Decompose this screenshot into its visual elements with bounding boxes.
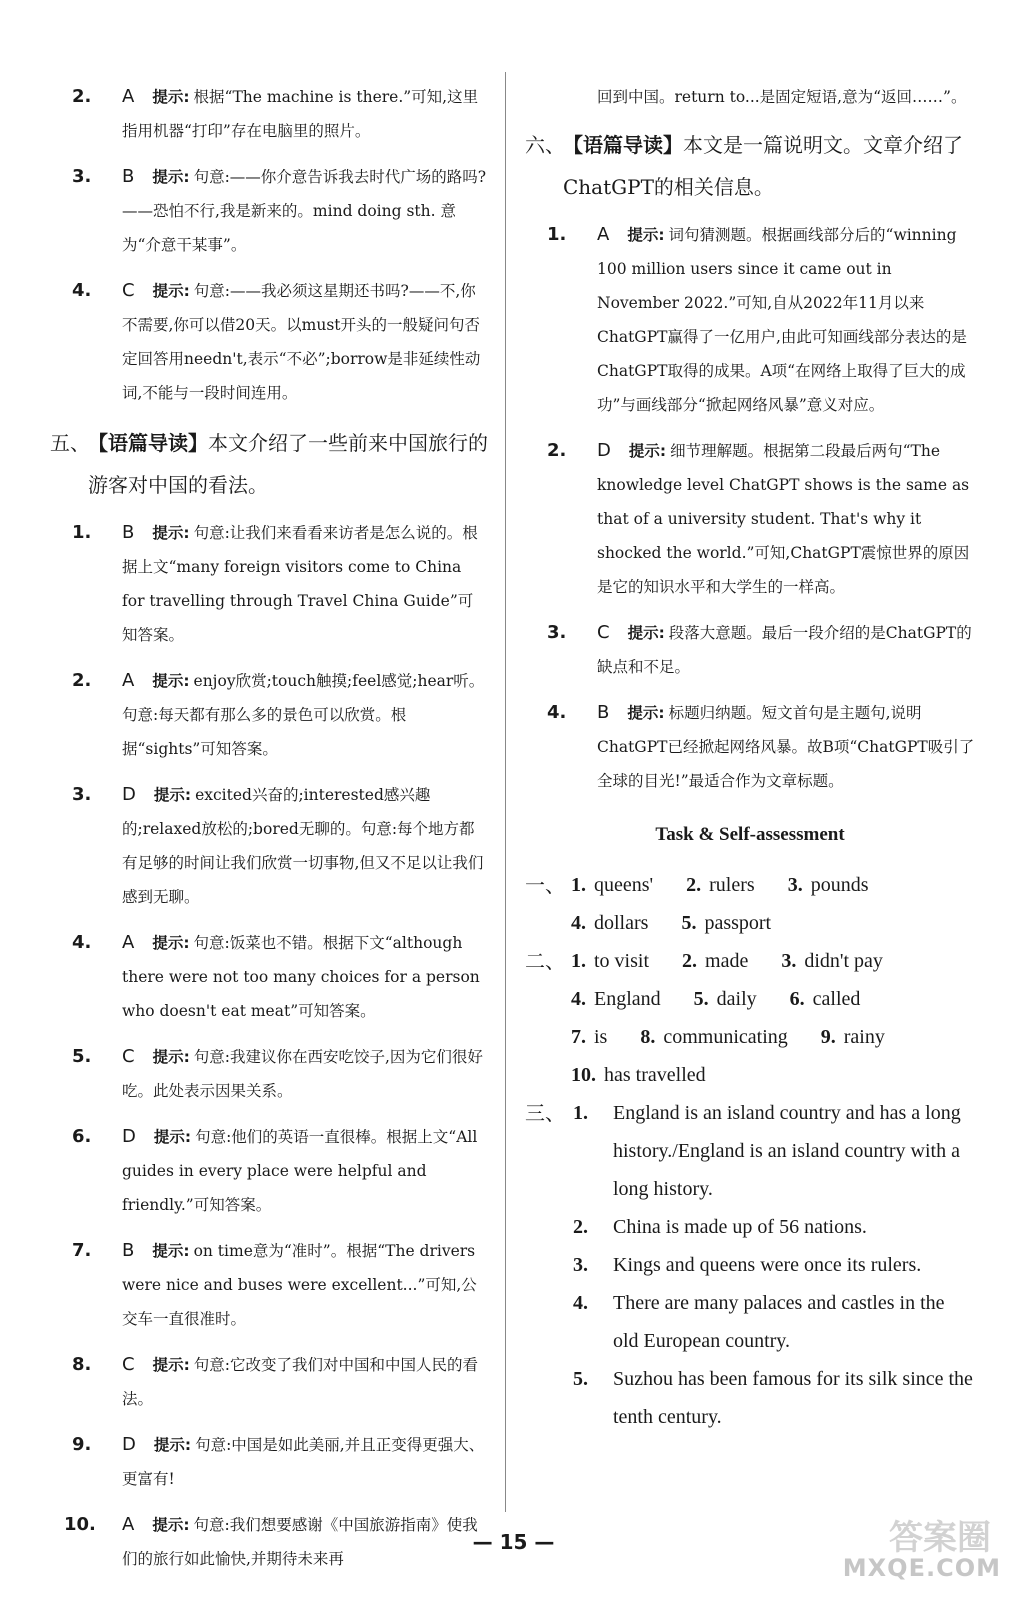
blank-answer: England (594, 988, 661, 1010)
hint-label: 提示: (627, 624, 665, 642)
blank-answer: daily (716, 988, 757, 1010)
items-five (50, 516, 488, 1576)
item-answer: C (122, 1046, 135, 1067)
task-title: Task & Self-assessment (655, 824, 845, 845)
answer-row (525, 980, 975, 1018)
sentence-text: China is made up of 56 nations. (613, 1216, 867, 1238)
hint-label: 提示: (627, 704, 665, 722)
part-number: 一、 (525, 873, 565, 897)
answer-item (50, 274, 488, 410)
blank-number: 7. (571, 1026, 586, 1048)
item-number: 3. (547, 622, 567, 643)
hint-label: 提示: (152, 1048, 190, 1066)
hint-text: 句意:——你介意告诉我去时代广场的路吗?——恐怕不行,我是新来的。mind doing sth. 意为“介意干某事”。 (122, 168, 487, 254)
answer-item (50, 778, 488, 914)
item-answer: A (122, 670, 135, 691)
blank-number: 10. (571, 1064, 596, 1086)
section-number: 六、 (525, 133, 565, 157)
hint-label: 提示: (152, 1356, 190, 1374)
items-top (50, 80, 488, 410)
blank-number: 2. (686, 874, 702, 896)
section-tag: 【语篇导读】 (88, 431, 208, 455)
answer-row (525, 1018, 975, 1056)
answer-row (525, 1056, 975, 1094)
sentence-answer (525, 1360, 975, 1436)
sentence-answer (525, 1094, 975, 1208)
part-number: 三、 (525, 1101, 565, 1125)
item-answer: C (597, 622, 610, 643)
sentence-answer (525, 1284, 975, 1360)
hint-text: 句意:他们的英语一直很棒。根据上文“All guides in every place were helpful and friendly.”可知答案。 (122, 1128, 478, 1214)
hint-text: 句意:——我必须这星期还书吗?——不,你不需要,你可以借20天。以must开头的一般疑问句否定回答用needn't,表示“不必”;borrow是非延续性动词,不能与一段时间连用。 (122, 282, 481, 402)
item-answer: B (122, 166, 135, 187)
hint-text: 句意:中国是如此美丽,并且正变得更强大、更富有! (122, 1436, 485, 1488)
blank-number: 6. (789, 988, 805, 1010)
item-number: 4. (72, 280, 92, 301)
blank-number: 9. (820, 1026, 836, 1048)
column-divider (505, 72, 506, 1512)
sentence-text: Suzhou has been famous for its silk since the tenth century. (613, 1368, 973, 1428)
sentence-answer (525, 1208, 975, 1246)
answer-item (50, 1120, 488, 1222)
item-answer: C (122, 280, 135, 301)
hint-label: 提示: (152, 282, 190, 300)
blank-answer: rulers (709, 874, 755, 896)
item-answer: A (122, 86, 135, 107)
hint-text: 细节理解题。根据第二段最后两句“The knowledge level ChatGPT shows is the same as that of a university student. That's why it shocked the world.”可知,ChatGPT震惊世界的原因是它的知识水平和大学生的一样高。 (597, 442, 970, 596)
blank-number: 3. (787, 874, 803, 896)
answer-item (50, 80, 488, 148)
item-answer: A (597, 224, 610, 245)
answer-item (50, 1428, 488, 1496)
sentence-text: There are many palaces and castles in the old European country. (613, 1292, 945, 1352)
item-answer: B (122, 1240, 135, 1261)
item-number: 3. (72, 166, 92, 187)
hint-label: 提示: (153, 1128, 192, 1146)
item-answer: A (122, 932, 135, 953)
section-six-heading (525, 124, 975, 208)
blank-answer: to visit (594, 950, 650, 972)
item-number: 2. (72, 670, 92, 691)
hint-text: 根据“The machine is there.”可知,这里指用机器“打印”存在电脑里的照片。 (122, 88, 479, 140)
hint-text: excited兴奋的;interested感兴趣的;relaxed放松的;bored无聊的。句意:每个地方都有足够的时间让我们欣赏一切事物,但又不足以让我们感到无聊。 (122, 786, 484, 906)
continued-text: 回到中国。return to...是固定短语,意为“返回……”。 (597, 88, 967, 106)
blank-answer: pounds (810, 874, 869, 896)
hint-label: 提示: (152, 1516, 190, 1534)
hint-label: 提示: (152, 934, 190, 952)
section-intro: 本文是一篇说明文。文章介绍了ChatGPT的相关信息。 (563, 133, 963, 199)
blank-answer: made (705, 950, 749, 972)
item-answer: B (122, 522, 135, 543)
blank-number: 2. (682, 950, 698, 972)
answer-item (50, 1348, 488, 1416)
answer-item (50, 1234, 488, 1336)
blank-answer: communicating (663, 1026, 788, 1048)
answer-item (50, 664, 488, 766)
hint-text: 句意:我们想要感谢《中国旅游指南》使我们的旅行如此愉快,并期待未来再 (122, 1516, 478, 1568)
sentence-answer (525, 1246, 975, 1284)
section-five-heading (50, 422, 488, 506)
hint-text: 段落大意题。最后一段介绍的是ChatGPT的缺点和不足。 (597, 624, 972, 676)
blank-number: 1. (571, 950, 586, 972)
answer-item (50, 926, 488, 1028)
hint-label: 提示: (152, 88, 190, 106)
item-number: 8. (72, 1354, 92, 1375)
answer-item (525, 218, 975, 422)
part-two (525, 942, 975, 1094)
hint-label: 提示: (627, 226, 665, 244)
item-answer: D (597, 440, 611, 461)
answer-row (525, 866, 975, 904)
section-tag: 【语篇导读】 (563, 133, 683, 157)
blank-answer: has travelled (604, 1064, 706, 1086)
item-answer: D (122, 1126, 136, 1147)
blank-number: 4. (571, 912, 586, 934)
item-number: 2. (72, 86, 92, 107)
hint-label: 提示: (152, 524, 190, 542)
section-number: 五、 (50, 431, 90, 455)
blank-answer: passport (704, 912, 772, 934)
part-one (525, 866, 975, 942)
item-answer: C (122, 1354, 135, 1375)
hint-text: enjoy欣赏;touch触摸;feel感觉;hear听。句意:每天都有那么多的景色可以欣赏。根据“sights”可知答案。 (122, 672, 485, 758)
item-number: 5. (72, 1046, 92, 1067)
watermark-logo (842, 1508, 1005, 1588)
item-number: 7. (72, 1240, 92, 1261)
item-number: 4. (547, 702, 567, 723)
hint-text: on time意为“准时”。根据“The drivers were nice and buses were excellent...”可知,公交车一直很准时。 (122, 1242, 477, 1328)
part-number: 二、 (525, 949, 565, 973)
page-number: — 15 — (472, 1530, 555, 1554)
sentence-number: 1. (573, 1102, 588, 1124)
blank-number: 5. (693, 988, 709, 1010)
item-number: 1. (72, 522, 92, 543)
hint-text: 标题归纳题。短文首句是主题句,说明ChatGPT已经掀起网络风暴。故B项“ChatGPT吸引了全球的目光!”最适合作为文章标题。 (597, 704, 975, 790)
hint-label: 提示: (152, 672, 190, 690)
blank-number: 1. (571, 874, 586, 896)
watermark-cn: 答案圈 (889, 1518, 991, 1558)
item-answer: A (122, 1514, 135, 1535)
answer-row (525, 904, 975, 942)
blank-answer: rainy (843, 1026, 885, 1048)
answer-item (525, 616, 975, 684)
sentence-number: 5. (573, 1368, 588, 1390)
hint-label: 提示: (152, 1242, 190, 1260)
answer-row (525, 942, 975, 980)
hint-text: 句意:饭菜也不错。根据下文“although there were not too many choices for a person who doesn't eat meat”可知答案。 (122, 934, 480, 1020)
hint-label: 提示: (152, 168, 190, 186)
answer-item (50, 160, 488, 262)
blank-number: 8. (640, 1026, 656, 1048)
part-three (525, 1094, 975, 1436)
blank-answer: is (594, 1026, 608, 1048)
blank-answer: queens' (594, 874, 654, 896)
blank-number: 3. (781, 950, 797, 972)
answer-item (50, 1040, 488, 1108)
sentence-number: 2. (573, 1216, 588, 1238)
blank-number: 5. (681, 912, 697, 934)
item-answer: B (597, 702, 610, 723)
blank-answer: dollars (594, 912, 649, 934)
sentence-text: Kings and queens were once its rulers. (613, 1254, 922, 1276)
hint-label: 提示: (628, 442, 667, 460)
item-number: 6. (72, 1126, 92, 1147)
watermark-url: MXQE.COM (842, 1554, 1001, 1582)
item-answer: D (122, 784, 136, 805)
answer-item (50, 516, 488, 652)
item-number: 1. (547, 224, 567, 245)
hint-text: 句意:我建议你在西安吃饺子,因为它们很好吃。此处表示因果关系。 (122, 1048, 483, 1100)
item-number: 2. (547, 440, 567, 461)
item-answer: D (122, 1434, 136, 1455)
blank-answer: called (812, 988, 861, 1010)
items-six (525, 218, 975, 798)
item-number: 10. (64, 1514, 96, 1535)
item-number: 3. (72, 784, 92, 805)
hint-label: 提示: (153, 786, 192, 804)
blank-number: 4. (571, 988, 586, 1010)
blank-answer: didn't pay (804, 950, 883, 972)
hint-text: 句意:让我们来看看来访者是怎么说的。根据上文“many foreign visitors come to China for travelling through Travel China Guide”可知答案。 (122, 524, 478, 644)
sentence-number: 4. (573, 1292, 588, 1314)
right-column (525, 80, 975, 1436)
sentence-number: 3. (573, 1254, 588, 1276)
item-number: 4. (72, 932, 92, 953)
section-intro: 本文介绍了一些前来中国旅行的游客对中国的看法。 (88, 431, 488, 497)
answer-item (525, 696, 975, 798)
answer-item (525, 434, 975, 604)
item-number: 9. (72, 1434, 92, 1455)
hint-text: 句意:它改变了我们对中国和中国人民的看法。 (122, 1356, 479, 1408)
hint-label: 提示: (153, 1436, 192, 1454)
hint-text: 词句猜测题。根据画线部分后的“winning 100 million users since it came out in November 2022.”可知,自从2022年11月以来ChatGPT赢得了一亿用户,由此可知画线部分表达的是ChatGPT取得的成果。A项“在网络上取得了巨大的成功”与画线部分“掀起网络风暴”意义对应。 (597, 226, 967, 414)
sentence-text: England is an island country and has a long history./England is an island country with a long history. (613, 1102, 961, 1200)
left-column (50, 80, 488, 1588)
